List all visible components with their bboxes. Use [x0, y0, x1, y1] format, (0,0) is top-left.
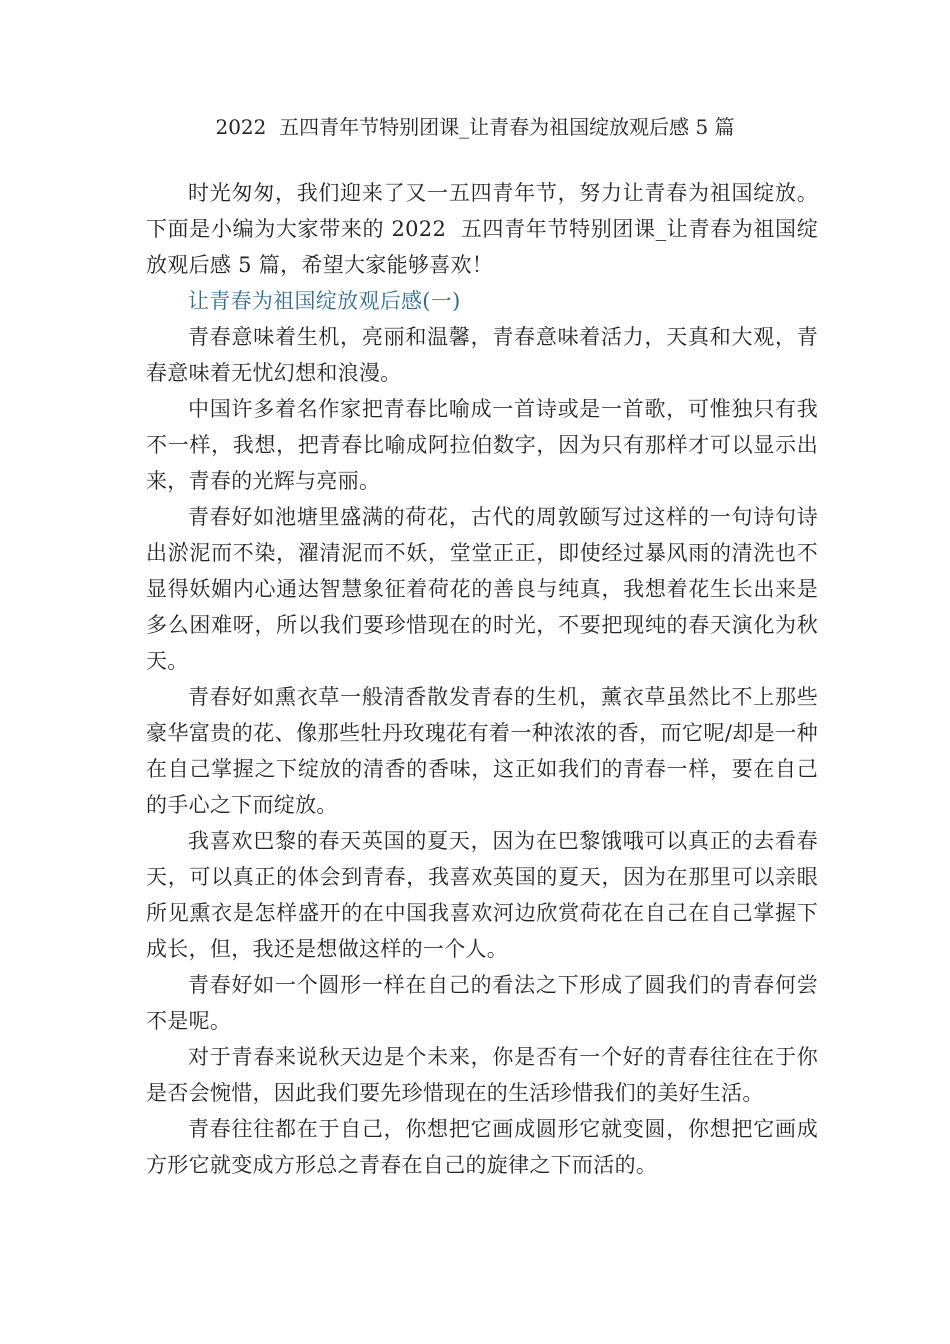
paragraph-6: 青春好如一个圆形一样在自己的看法之下形成了圆我们的青春何尝不是呢。: [146, 973, 818, 1033]
paragraph-7: 对于青春来说秋天边是个未来，你是否有一个好的青春往往在于你是否会惋惜，因此我们要先珍惜现在的生活珍惜我们的美好生活。: [146, 1045, 818, 1105]
section-heading: 让青春为祖国绽放观后感(一): [188, 289, 461, 313]
paragraph-5: 我喜欢巴黎的春天英国的夏天，因为在巴黎饿哦可以真正的去看春天，可以真正的体会到青春，我喜欢英国的夏天，因为在那里可以亲眼所见熏衣是怎样盛开的在中国我喜欢河边欣赏荷花在自己在自己掌握下成长，但，我还是想做这样的一个人。: [146, 829, 818, 961]
paragraph-4: 青春好如熏衣草一般清香散发青春的生机，薰衣草虽然比不上那些豪华富贵的花、像那些牡丹玫瑰花有着一种浓浓的香，而它呢/却是一种在自己掌握之下绽放的清香的香味，这正如我们的青春一样，要在自己的手心之下而绽放。: [146, 685, 818, 817]
paragraph-2: 中国许多着名作家把青春比喻成一首诗或是一首歌，可惟独只有我不一样，我想，把青春比喻成阿拉伯数字，因为只有那样才可以显示出来，青春的光辉与亮丽。: [146, 397, 818, 493]
intro-paragraph: 时光匆匆，我们迎来了又一五四青年节，努力让青春为祖国绽放。下面是小编为大家带来的 2022 五四青年节特别团课_让青春为祖国绽放观后感 5 篇，希望大家能够喜欢！: [146, 181, 818, 277]
document-body: [146, 175, 818, 1183]
paragraph-8: 青春往往都在于自己，你想把它画成圆形它就变圆，你想把它画成方形它就变成方形总之青春在自己的旋律之下而活的。: [146, 1117, 818, 1177]
paragraph-3: 青春好如池塘里盛满的荷花，古代的周敦颐写过这样的一句诗句诗出淤泥而不染，濯清泥而不妖，堂堂正正，即使经过暴风雨的清洗也不显得妖媚内心通达智慧象征着荷花的善良与纯真，我想着花生长出来是多么困难呀，所以我们要珍惜现在的时光，不要把现纯的春天演化为秋天。: [146, 505, 818, 673]
paragraph-1: 青春意味着生机，亮丽和温馨，青春意味着活力，天真和大观，青春意味着无忧幻想和浪漫。: [146, 325, 818, 385]
document-title: 2022 五四青年节特别团课_让青春为祖国绽放观后感 5 篇: [215, 115, 735, 139]
